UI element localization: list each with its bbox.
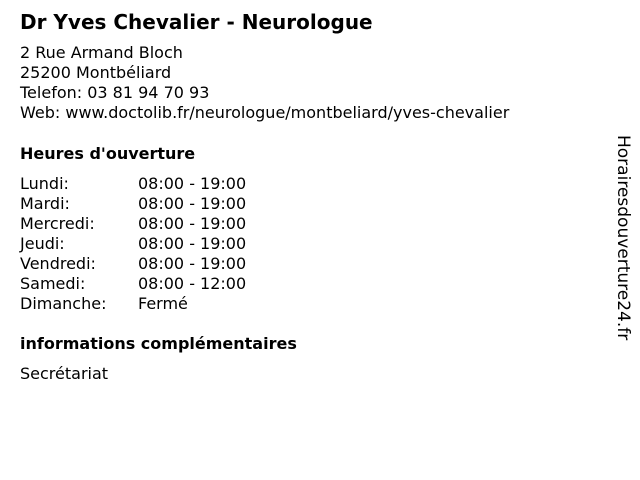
- day-label: Dimanche:: [20, 294, 107, 313]
- time-value: Fermé: [138, 294, 188, 313]
- day-label: Samedi:: [20, 274, 86, 293]
- phone-number: Telefon: 03 81 94 70 93: [20, 83, 210, 102]
- time-value: 08:00 - 19:00: [138, 214, 247, 233]
- day-label: Mardi:: [20, 194, 70, 213]
- time-value: 08:00 - 19:00: [138, 194, 247, 213]
- time-value: 08:00 - 19:00: [138, 234, 247, 253]
- info-text: Secrétariat: [20, 364, 109, 383]
- street-address: 2 Rue Armand Bloch: [20, 43, 183, 62]
- day-label: Mercredi:: [20, 214, 95, 233]
- watermark-text: Horairesdouverture24.fr: [613, 135, 633, 341]
- address-block: [20, 43, 509, 123]
- city-address: 25200 Montbéliard: [20, 63, 172, 82]
- watermark: [611, 135, 635, 347]
- time-value: 08:00 - 19:00: [138, 254, 247, 273]
- website-url: Web: www.doctolib.fr/neurologue/montbeliard/yves-chevalier: [20, 103, 510, 122]
- time-value: 08:00 - 12:00: [138, 274, 247, 293]
- day-label: Jeudi:: [20, 234, 65, 253]
- time-value: 08:00 - 19:00: [138, 174, 247, 193]
- day-label: Lundi:: [20, 174, 69, 193]
- day-label: Vendredi:: [20, 254, 96, 273]
- hours-heading: Heures d'ouverture: [20, 144, 196, 163]
- info-heading: informations complémentaires: [20, 334, 297, 353]
- page-title: Dr Yves Chevalier - Neurologue: [20, 10, 373, 34]
